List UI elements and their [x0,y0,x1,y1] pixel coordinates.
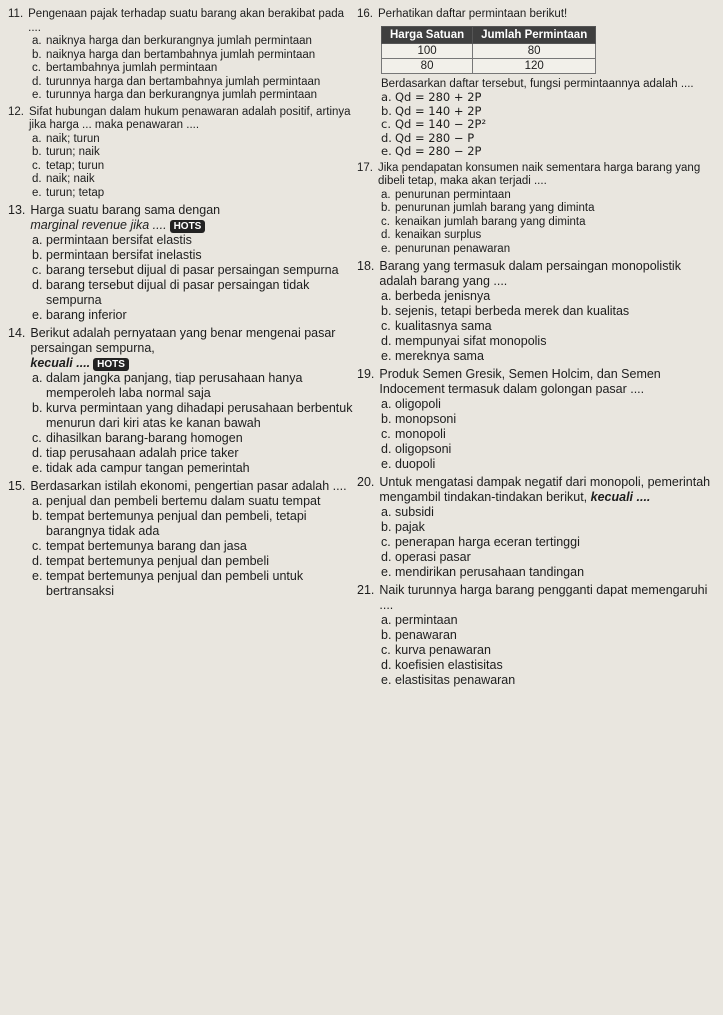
question-number: 17. [357,161,373,174]
question-16 [357,8,715,159]
option-a[interactable]: a. dalam jangka panjang, tiap perusahaan hanya memperoleh laba normal saja [32,371,303,400]
option-d[interactable]: d. barang tersebut dijual di pasar persaingan tidak sempurna [32,278,310,307]
option-c[interactable]: c. tempat bertemunya barang dan jasa [32,539,247,553]
question-20 [357,475,715,580]
question-text: Berikut adalah pernyataan yang benar mengenai pasar persaingan sempurna, kecuali .... HOTS [30,326,336,370]
question-number: 12. [8,105,24,118]
option-d[interactable]: d. mempunyai sifat monopolis [381,334,547,348]
question-text: Pengenaan pajak terhadap suatu barang akan berakibat pada .... [28,8,345,34]
question-19 [357,367,715,472]
option-c[interactable]: c. kualitasnya sama [381,319,492,333]
options [32,371,353,476]
option-b[interactable]: b. naiknya harga dan bertambahnya jumlah permintaan [32,48,316,61]
options [381,189,715,257]
option-b[interactable]: b. turun; naik [32,146,100,158]
option-a[interactable]: a. permintaan bersifat elastis [32,233,192,247]
option-d[interactable]: d. tiap perusahaan adalah price taker [32,446,239,460]
option-b[interactable]: b. Qd = 140 + 2P [381,103,482,118]
option-b[interactable]: b. tempat bertemunya penjual dan pembeli, tetapi barangnya tidak ada [32,509,307,538]
question-17 [357,162,715,257]
option-d[interactable]: d. koefisien elastisitas [381,658,503,672]
question-text: Berdasarkan istilah ekonomi, pengertian pasar adalah .... [30,479,347,493]
question-number: 11. [8,8,24,20]
option-d[interactable]: d. oligopsoni [381,442,452,456]
option-b[interactable]: b. pajak [381,520,425,534]
question-number: 20. [357,475,375,489]
question-number: 18. [357,259,375,273]
question-14 [8,326,353,476]
question-12 [8,106,353,201]
option-c[interactable]: c. tetap; turun [32,159,105,172]
option-e[interactable]: e. tempat bertemunya penjual dan pembeli untuk bertransaksi [32,569,304,598]
options [32,35,353,103]
option-a[interactable]: a. permintaan [381,613,458,627]
option-c[interactable]: c. kurva penawaran [381,643,491,657]
hots-badge: HOTS [170,220,206,233]
option-a[interactable]: a. oligopoli [381,397,441,411]
option-c[interactable]: c. penerapan harga eceran tertinggi [381,535,580,549]
option-e[interactable]: e. tidak ada campur tangan pemerintah [32,461,250,475]
option-b[interactable]: b. monopsoni [381,412,457,426]
question-text: Sifat hubungan dalam hukum penawaran adalah positif, artinya jika harga ... maka penawaran .... [29,105,351,131]
options [32,133,353,201]
option-a[interactable]: a. berbeda jenisnya [381,289,491,303]
question-text-continued: Berdasarkan daftar tersebut, fungsi permintaannya adalah .... [381,77,694,90]
table-header: Harga Satuan [382,26,473,43]
table-cell: 100 [382,43,473,58]
option-a[interactable]: a. naiknya harga dan berkurangnya jumlah permintaan [32,35,312,47]
question-text: Untuk mengatasi dampak negatif dari monopoli, pemerintah mengambil tindakan-tindakan berikut, kecuali .... [379,475,711,504]
option-c[interactable]: c. kenaikan jumlah barang yang diminta [381,215,586,228]
options [381,289,715,364]
option-e[interactable]: e. elastisitas penawaran [381,673,516,687]
option-e[interactable]: e. penurunan penawaran [381,242,511,255]
option-a[interactable]: a. naik; turun [32,132,100,145]
question-21 [357,583,715,688]
options [381,397,715,472]
question-13 [8,203,353,323]
option-a[interactable]: a. Qd = 280 + 2P [381,90,482,104]
option-b[interactable]: b. kurva permintaan yang dihadapi perusahaan berbentuk menurun dari kiri atas ke kanan bawah [32,401,353,430]
options [32,494,353,599]
option-b[interactable]: b. sejenis, tetapi berbeda merek dan kualitas [381,304,630,318]
table-row [382,43,596,58]
table-cell: 80 [382,58,473,73]
question-number: 19. [357,367,375,381]
left-column [8,8,353,602]
option-a[interactable]: a. subsidi [381,505,434,519]
question-text: Perhatikan daftar permintaan berikut! [378,8,568,20]
demand-table [381,26,596,74]
option-d[interactable]: d. kenaikan surplus [381,229,482,241]
option-d[interactable]: d. tempat bertemunya penjual dan pembeli [32,554,270,568]
option-e[interactable]: e. Qd = 280 − 2P [381,144,482,158]
table-row [382,58,596,73]
option-a[interactable]: a. penjual dan pembeli bertemu dalam suatu tempat [32,494,321,508]
question-number: 13. [8,203,26,217]
option-d[interactable]: d. Qd = 280 − P [381,130,475,145]
option-b[interactable]: b. permintaan bersifat inelastis [32,248,202,262]
option-b[interactable]: b. penawaran [381,628,457,642]
table-header: Jumlah Permintaan [473,26,596,43]
question-text: Naik turunnya harga barang pengganti dapat memengaruhi .... [379,583,708,612]
question-18 [357,259,715,364]
option-e[interactable]: e. duopoli [381,457,436,471]
option-c[interactable]: c. barang tersebut dijual di pasar persaingan sempurna [32,263,339,277]
question-number: 14. [8,326,26,340]
option-e[interactable]: e. mereknya sama [381,349,484,363]
question-number: 15. [8,479,26,493]
option-c[interactable]: c. dihasilkan barang-barang homogen [32,431,243,445]
option-d[interactable]: d. turunnya harga dan bertambahnya jumlah permintaan [32,75,321,88]
option-a[interactable]: a. penurunan permintaan [381,188,511,201]
question-number: 21. [357,583,375,597]
table-cell: 120 [473,58,596,73]
option-b[interactable]: b. penurunan jumlah barang yang diminta [381,202,595,214]
question-15 [8,479,353,599]
question-number: 16. [357,8,373,20]
question-text: Harga suatu barang sama dengan marginal revenue jika .... HOTS [30,203,221,232]
option-c[interactable]: c. bertambahnya jumlah permintaan [32,62,218,74]
option-e[interactable]: e. mendirikan perusahaan tandingan [381,565,585,579]
question-text: Produk Semen Gresik, Semen Holcim, dan Semen Indocement termasuk dalam golongan pasar .... [379,367,661,396]
question-text: Jika pendapatan konsumen naik sementara harga barang yang dibeli tetap, maka akan terjadi .... [378,161,701,187]
options [381,613,715,688]
right-column [357,8,715,691]
option-e[interactable]: e. turunnya harga dan berkurangnya jumlah permintaan [32,89,318,101]
option-c[interactable]: c. Qd = 140 − 2P² [381,117,487,131]
options [32,233,353,323]
options [381,91,715,159]
option-d[interactable]: d. naik; naik [32,173,95,185]
question-11 [8,8,353,103]
option-e[interactable]: e. turun; tetap [32,186,105,199]
option-e[interactable]: e. barang inferior [32,308,127,322]
hots-badge: HOTS [93,358,129,371]
option-d[interactable]: d. operasi pasar [381,550,471,564]
table-cell: 80 [473,43,596,58]
options [381,505,715,580]
question-text: Barang yang termasuk dalam persaingan monopolistik adalah barang yang .... [379,259,681,288]
option-c[interactable]: c. monopoli [381,427,446,441]
